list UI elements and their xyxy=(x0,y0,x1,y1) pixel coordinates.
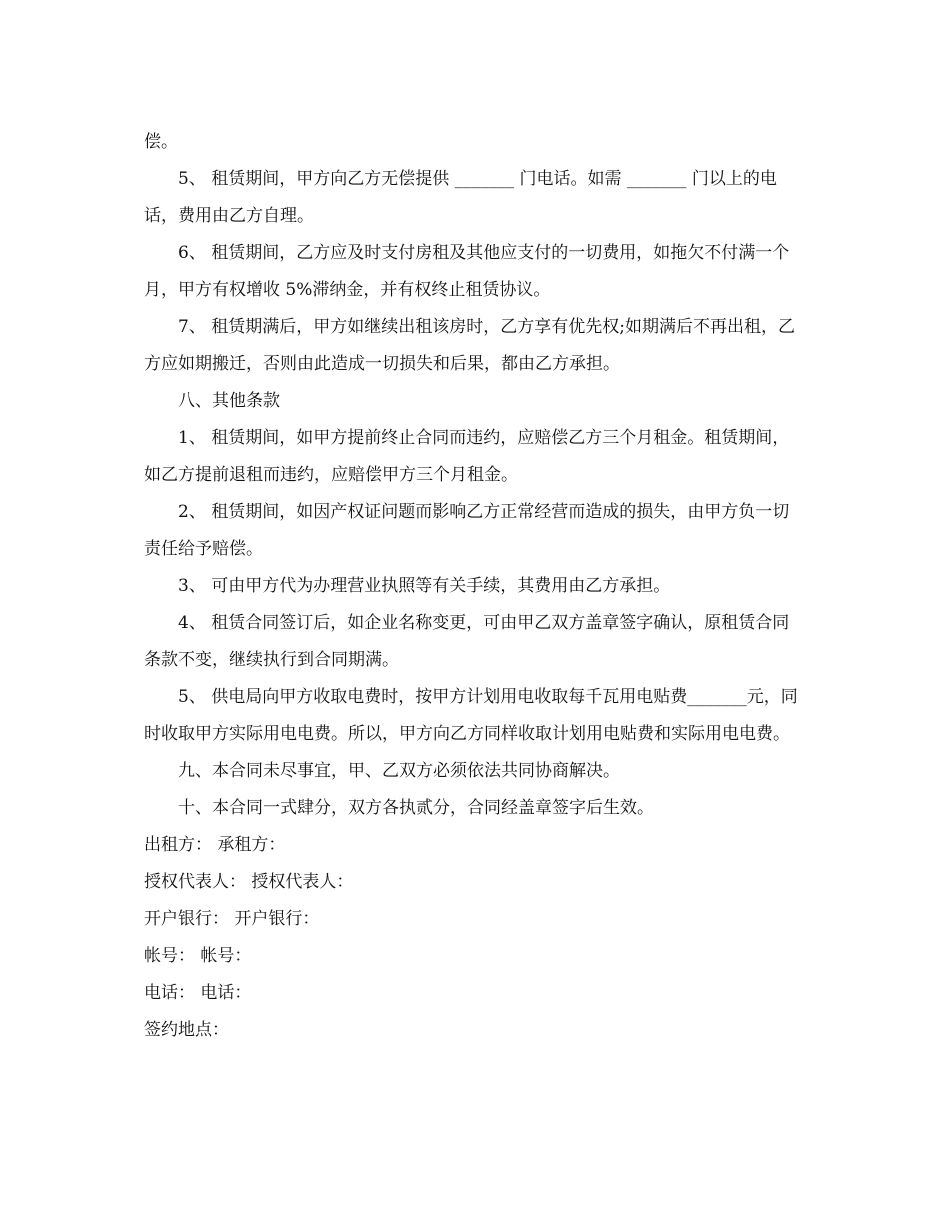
clause-8-2: 2、 租赁期间，如因产权证问题而影响乙方正常经营而造成的损失，由甲方负一切责任给予赔偿。 xyxy=(144,502,790,559)
document-body xyxy=(144,124,804,1049)
signature-banks: 开户银行： 开户银行： xyxy=(144,909,320,929)
section-9: 九、本合同未尽事宜，甲、乙双方必须依法共同协商解决。 xyxy=(178,761,620,781)
section-10: 十、本合同一式肆分，双方各执贰分，合同经盖章签字后生效。 xyxy=(178,798,654,818)
signature-parties: 出租方： 承租方： xyxy=(144,835,286,855)
clause-8-3: 3、 可由甲方代为办理营业执照等有关手续，其费用由乙方承担。 xyxy=(178,576,671,596)
clause-7-5: 5、 租赁期间，甲方向乙方无偿提供 _______ 门电话。如需 _______ 门以上的电话，费用由乙方自理。 xyxy=(144,169,777,226)
clause-8-4: 4、 租赁合同签订后，如企业名称变更，可由甲乙双方盖章签字确认，原租赁合同条款不变，继续执行到合同期满。 xyxy=(144,613,790,670)
signature-representatives: 授权代表人： 授权代表人： xyxy=(144,872,354,892)
clause-7-7: 7、 租赁期满后，甲方如继续出租该房时，乙方享有优先权;如期满后不再出租，乙方应如期搬迁，否则由此造成一切损失和后果，都由乙方承担。 xyxy=(144,317,795,374)
paragraph-continuation: 偿。 xyxy=(144,132,178,152)
clause-8-1: 1、 租赁期间，如甲方提前终止合同而违约，应赔偿乙方三个月租金。租赁期间，如乙方提前退租而违约，应赔偿甲方三个月租金。 xyxy=(144,428,790,485)
section-heading-8: 八、其他条款 xyxy=(178,391,280,411)
signature-location: 签约地点： xyxy=(144,1020,229,1040)
clause-7-6: 6、 租赁期间，乙方应及时支付房租及其他应支付的一切费用，如拖欠不付满一个月，甲方有权增收 5%滞纳金，并有权终止租赁协议。 xyxy=(144,243,790,300)
signature-phones: 电话： 电话： xyxy=(144,983,252,1003)
signature-accounts: 帐号： 帐号： xyxy=(144,946,252,966)
clause-8-5: 5、 供电局向甲方收取电费时，按甲方计划用电收取每千瓦用电贴费_______元，同时收取甲方实际用电电费。所以，甲方向乙方同样收取计划用电贴费和实际用电电费。 xyxy=(144,687,798,744)
